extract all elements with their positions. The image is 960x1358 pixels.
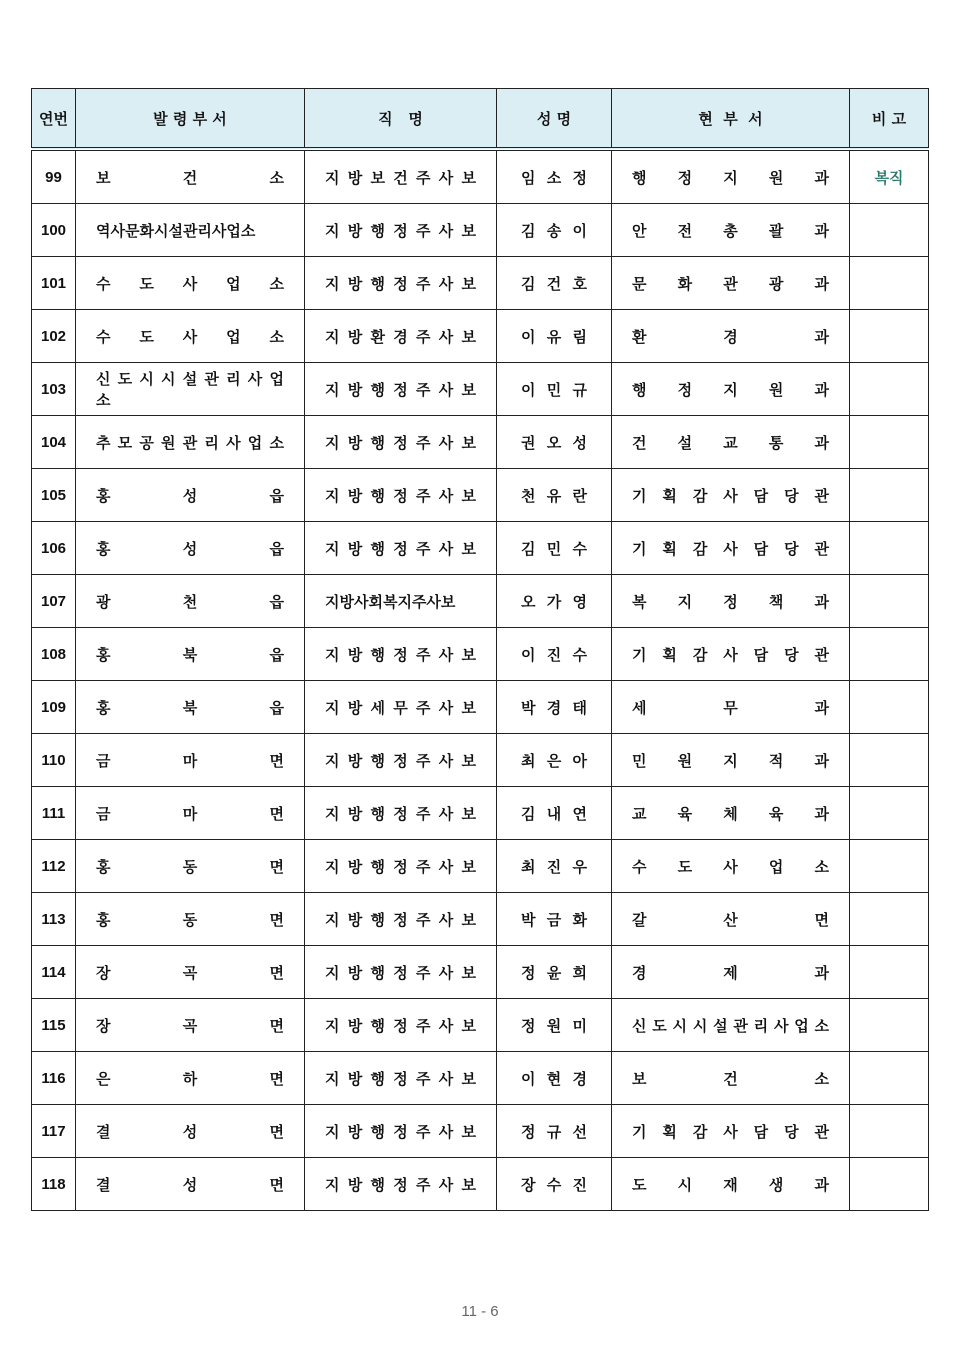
table-row	[32, 310, 929, 363]
current-dept-cell: 교 육 체 육 과	[612, 787, 850, 840]
row-number: 110	[32, 734, 76, 787]
issuing-dept-cell: 홍 북 읍	[76, 681, 305, 734]
table-row	[32, 999, 929, 1052]
name-cell: 정 윤 희	[497, 946, 612, 999]
current-dept-cell: 행 정 지 원 과	[612, 363, 850, 416]
position-cell: 지 방 행 정 주 사 보	[305, 1052, 497, 1105]
position-cell: 지 방 행 정 주 사 보	[305, 893, 497, 946]
remarks-cell	[850, 363, 929, 416]
current-dept-cell: 기 획 감 사 담 당 관	[612, 522, 850, 575]
position-cell: 지방사회복지주사보	[305, 575, 497, 628]
row-number: 103	[32, 363, 76, 416]
current-dept-cell: 건 설 교 통 과	[612, 416, 850, 469]
current-dept-cell: 수 도 사 업 소	[612, 840, 850, 893]
row-number: 116	[32, 1052, 76, 1105]
personnel-table	[31, 88, 929, 1211]
name-cell: 최 진 우	[497, 840, 612, 893]
issuing-dept-cell: 장 곡 면	[76, 999, 305, 1052]
remarks-cell	[850, 681, 929, 734]
row-number: 111	[32, 787, 76, 840]
position-cell: 지 방 행 정 주 사 보	[305, 469, 497, 522]
position-cell: 지 방 행 정 주 사 보	[305, 522, 497, 575]
name-cell: 권 오 성	[497, 416, 612, 469]
row-number: 101	[32, 257, 76, 310]
name-cell: 정 규 선	[497, 1105, 612, 1158]
header-name: 성 명	[497, 89, 612, 150]
position-cell: 지 방 행 정 주 사 보	[305, 999, 497, 1052]
position-cell: 지 방 환 경 주 사 보	[305, 310, 497, 363]
remarks-cell	[850, 946, 929, 999]
page-number: 11 - 6	[461, 1303, 499, 1320]
issuing-dept-cell: 역사문화시설관리사업소	[76, 204, 305, 257]
row-number: 102	[32, 310, 76, 363]
name-cell: 장 수 진	[497, 1158, 612, 1211]
name-cell: 김 건 호	[497, 257, 612, 310]
name-cell: 이 진 수	[497, 628, 612, 681]
current-dept-cell: 기 획 감 사 담 당 관	[612, 469, 850, 522]
issuing-dept-cell: 보 건 소	[76, 149, 305, 204]
issuing-dept-cell: 홍 북 읍	[76, 628, 305, 681]
position-cell: 지 방 행 정 주 사 보	[305, 840, 497, 893]
row-number: 105	[32, 469, 76, 522]
header-no: 연번	[32, 89, 76, 150]
table-row	[32, 575, 929, 628]
remarks-cell	[850, 416, 929, 469]
table-row	[32, 1158, 929, 1211]
remarks-cell	[850, 310, 929, 363]
remarks-cell	[850, 787, 929, 840]
row-number: 107	[32, 575, 76, 628]
issuing-dept-cell: 결 성 면	[76, 1158, 305, 1211]
table-row	[32, 681, 929, 734]
table-row	[32, 1105, 929, 1158]
issuing-dept-cell: 장 곡 면	[76, 946, 305, 999]
remarks-cell	[850, 628, 929, 681]
row-number: 113	[32, 893, 76, 946]
name-cell: 김 내 연	[497, 787, 612, 840]
table-row	[32, 363, 929, 416]
current-dept-cell: 행 정 지 원 과	[612, 149, 850, 204]
remarks-cell	[850, 840, 929, 893]
name-cell: 박 금 화	[497, 893, 612, 946]
current-dept-cell: 경 제 과	[612, 946, 850, 999]
name-cell: 정 원 미	[497, 999, 612, 1052]
issuing-dept-cell: 결 성 면	[76, 1105, 305, 1158]
remarks-cell	[850, 999, 929, 1052]
name-cell: 이 현 경	[497, 1052, 612, 1105]
table-row	[32, 946, 929, 999]
issuing-dept-cell: 금 마 면	[76, 734, 305, 787]
name-cell: 김 민 수	[497, 522, 612, 575]
table-row	[32, 787, 929, 840]
current-dept-cell: 도 시 재 생 과	[612, 1158, 850, 1211]
table-row	[32, 893, 929, 946]
remarks-cell	[850, 204, 929, 257]
row-number: 108	[32, 628, 76, 681]
issuing-dept-cell: 금 마 면	[76, 787, 305, 840]
position-cell: 지 방 행 정 주 사 보	[305, 204, 497, 257]
table-row	[32, 628, 929, 681]
name-cell: 이 유 림	[497, 310, 612, 363]
current-dept-cell: 신 도 시 시 설 관 리 사 업 소	[612, 999, 850, 1052]
current-dept-cell: 기 획 감 사 담 당 관	[612, 628, 850, 681]
table-row	[32, 204, 929, 257]
current-dept-cell: 보 건 소	[612, 1052, 850, 1105]
position-cell: 지 방 세 무 주 사 보	[305, 681, 497, 734]
issuing-dept-cell: 홍 성 읍	[76, 469, 305, 522]
header-issuing-dept: 발 령 부 서	[76, 89, 305, 150]
header-position: 직 명	[305, 89, 497, 150]
name-cell: 천 유 란	[497, 469, 612, 522]
row-number: 104	[32, 416, 76, 469]
position-cell: 지 방 행 정 주 사 보	[305, 363, 497, 416]
remarks-cell	[850, 257, 929, 310]
remarks-cell	[850, 575, 929, 628]
issuing-dept-cell: 은 하 면	[76, 1052, 305, 1105]
remarks-cell	[850, 1105, 929, 1158]
row-number: 112	[32, 840, 76, 893]
position-cell: 지 방 행 정 주 사 보	[305, 1105, 497, 1158]
issuing-dept-cell: 추 모 공 원 관 리 사 업 소	[76, 416, 305, 469]
row-number: 106	[32, 522, 76, 575]
issuing-dept-cell: 홍 동 면	[76, 840, 305, 893]
row-number: 109	[32, 681, 76, 734]
remarks-cell	[850, 1158, 929, 1211]
row-number: 100	[32, 204, 76, 257]
table-row	[32, 522, 929, 575]
name-cell: 김 송 이	[497, 204, 612, 257]
table-header-row	[32, 89, 929, 150]
table-row	[32, 734, 929, 787]
table-row	[32, 469, 929, 522]
row-number: 118	[32, 1158, 76, 1211]
position-cell: 지 방 행 정 주 사 보	[305, 257, 497, 310]
remarks-cell	[850, 893, 929, 946]
table-row	[32, 416, 929, 469]
header-remarks: 비 고	[850, 89, 929, 150]
name-cell: 임 소 정	[497, 149, 612, 204]
current-dept-cell: 세 무 과	[612, 681, 850, 734]
issuing-dept-cell: 광 천 읍	[76, 575, 305, 628]
row-number: 117	[32, 1105, 76, 1158]
remarks-cell	[850, 734, 929, 787]
issuing-dept-cell: 수 도 사 업 소	[76, 310, 305, 363]
name-cell: 이 민 규	[497, 363, 612, 416]
remarks-cell	[850, 469, 929, 522]
current-dept-cell: 복 지 정 책 과	[612, 575, 850, 628]
issuing-dept-cell: 홍 동 면	[76, 893, 305, 946]
row-number: 99	[32, 149, 76, 204]
table-row	[32, 149, 929, 204]
table-row	[32, 257, 929, 310]
remarks-cell: 복직	[850, 149, 929, 204]
position-cell: 지 방 행 정 주 사 보	[305, 416, 497, 469]
position-cell: 지 방 보 건 주 사 보	[305, 149, 497, 204]
current-dept-cell: 기 획 감 사 담 당 관	[612, 1105, 850, 1158]
name-cell: 박 경 태	[497, 681, 612, 734]
position-cell: 지 방 행 정 주 사 보	[305, 787, 497, 840]
remarks-cell	[850, 1052, 929, 1105]
position-cell: 지 방 행 정 주 사 보	[305, 628, 497, 681]
table-row	[32, 840, 929, 893]
header-current-dept: 현 부 서	[612, 89, 850, 150]
current-dept-cell: 문 화 관 광 과	[612, 257, 850, 310]
issuing-dept-cell: 신 도 시 시 설 관 리 사 업 소	[76, 363, 305, 416]
current-dept-cell: 민 원 지 적 과	[612, 734, 850, 787]
table-row	[32, 1052, 929, 1105]
current-dept-cell: 안 전 총 괄 과	[612, 204, 850, 257]
name-cell: 오 가 영	[497, 575, 612, 628]
issuing-dept-cell: 홍 성 읍	[76, 522, 305, 575]
position-cell: 지 방 행 정 주 사 보	[305, 734, 497, 787]
row-number: 115	[32, 999, 76, 1052]
position-cell: 지 방 행 정 주 사 보	[305, 1158, 497, 1211]
position-cell: 지 방 행 정 주 사 보	[305, 946, 497, 999]
current-dept-cell: 환 경 과	[612, 310, 850, 363]
current-dept-cell: 갈 산 면	[612, 893, 850, 946]
name-cell: 최 은 아	[497, 734, 612, 787]
remarks-cell	[850, 522, 929, 575]
issuing-dept-cell: 수 도 사 업 소	[76, 257, 305, 310]
row-number: 114	[32, 946, 76, 999]
